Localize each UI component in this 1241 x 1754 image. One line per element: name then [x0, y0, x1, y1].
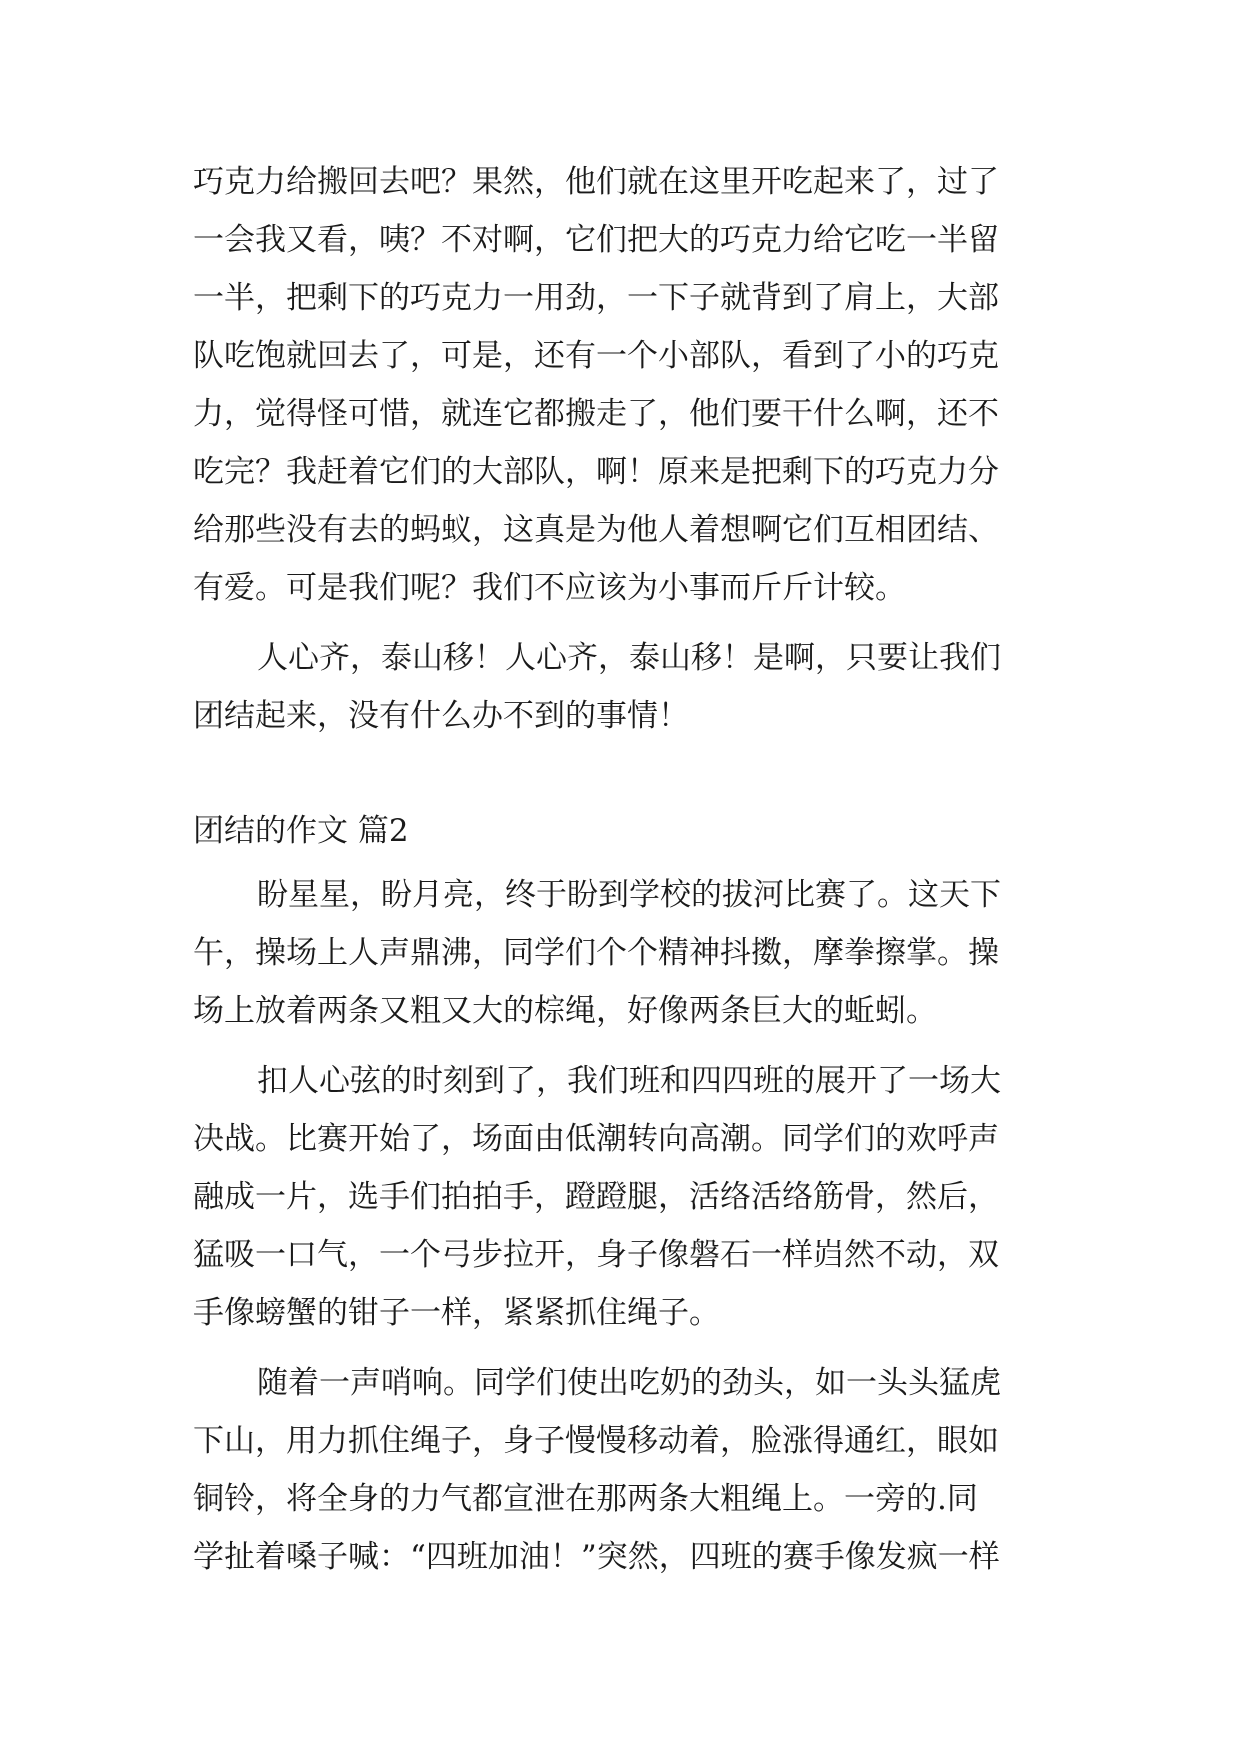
- section-1-body: [193, 153, 1055, 745]
- text-line: 融成一片，选手们拍拍手，蹬蹬腿，活络活络筋骨，然后，: [193, 1179, 999, 1215]
- text-line: 一会我又看，咦？不对啊，它们把大的巧克力给它吃一半留: [193, 222, 999, 258]
- text-line: 铜铃，将全身的力气都宣泄在那两条大粗绳上。一旁的.同: [193, 1481, 978, 1517]
- text-line: 巧克力给搬回去吧？果然，他们就在这里开吃起来了，过了: [193, 164, 999, 200]
- paragraph: [193, 153, 1055, 617]
- text-line: 随着一声哨响。同学们使出吃奶的劲头，如一头头猛虎: [257, 1365, 1001, 1401]
- section-heading: 团结的作文 篇2: [193, 813, 409, 849]
- text-line: 吃完？我赶着它们的大部队，啊！原来是把剩下的巧克力分: [193, 454, 999, 490]
- section-2-body: [193, 866, 1055, 1586]
- text-line: 有爱。可是我们呢？我们不应该为小事而斤斤计较。: [193, 570, 906, 606]
- text-line: 场上放着两条又粗又大的棕绳，好像两条巨大的蚯蚓。: [193, 993, 937, 1029]
- text-line: 猛吸一口气，一个弓步拉开，身子像磐石一样岿然不动，双: [193, 1237, 999, 1273]
- paragraph: [193, 1052, 1055, 1342]
- text-line: 给那些没有去的蚂蚁，这真是为他人着想啊它们互相团结、: [193, 512, 999, 548]
- text-line: 手像螃蟹的钳子一样，紧紧抓住绳子。: [193, 1295, 720, 1331]
- text-line: 扣人心弦的时刻到了，我们班和四四班的展开了一场大: [257, 1063, 1001, 1099]
- paragraph: [193, 1354, 1055, 1586]
- text-line: 人心齐，泰山移！人心齐，泰山移！是啊，只要让我们: [257, 640, 1001, 676]
- paragraph: [193, 866, 1055, 1040]
- text-line: 一半，把剩下的巧克力一用劲，一下子就背到了肩上，大部: [193, 280, 999, 316]
- text-line: 团结起来，没有什么办不到的事情！: [193, 698, 689, 734]
- paragraph: [193, 629, 1055, 745]
- text-line: 午，操场上人声鼎沸，同学们个个精神抖擞，摩拳擦掌。操: [193, 935, 999, 971]
- text-line: 学扯着嗓子喊：“四班加油！”突然，四班的赛手像发疯一样: [193, 1539, 1000, 1575]
- text-line: 队吃饱就回去了，可是，还有一个小部队，看到了小的巧克: [193, 338, 999, 374]
- text-line: 力，觉得怪可惜，就连它都搬走了，他们要干什么啊，还不: [193, 396, 999, 432]
- text-line: 盼星星，盼月亮，终于盼到学校的拔河比赛了。这天下: [257, 877, 1001, 913]
- text-line: 下山，用力抓住绳子，身子慢慢移动着，脸涨得通红，眼如: [193, 1423, 999, 1459]
- text-line: 决战。比赛开始了，场面由低潮转向高潮。同学们的欢呼声: [193, 1121, 999, 1157]
